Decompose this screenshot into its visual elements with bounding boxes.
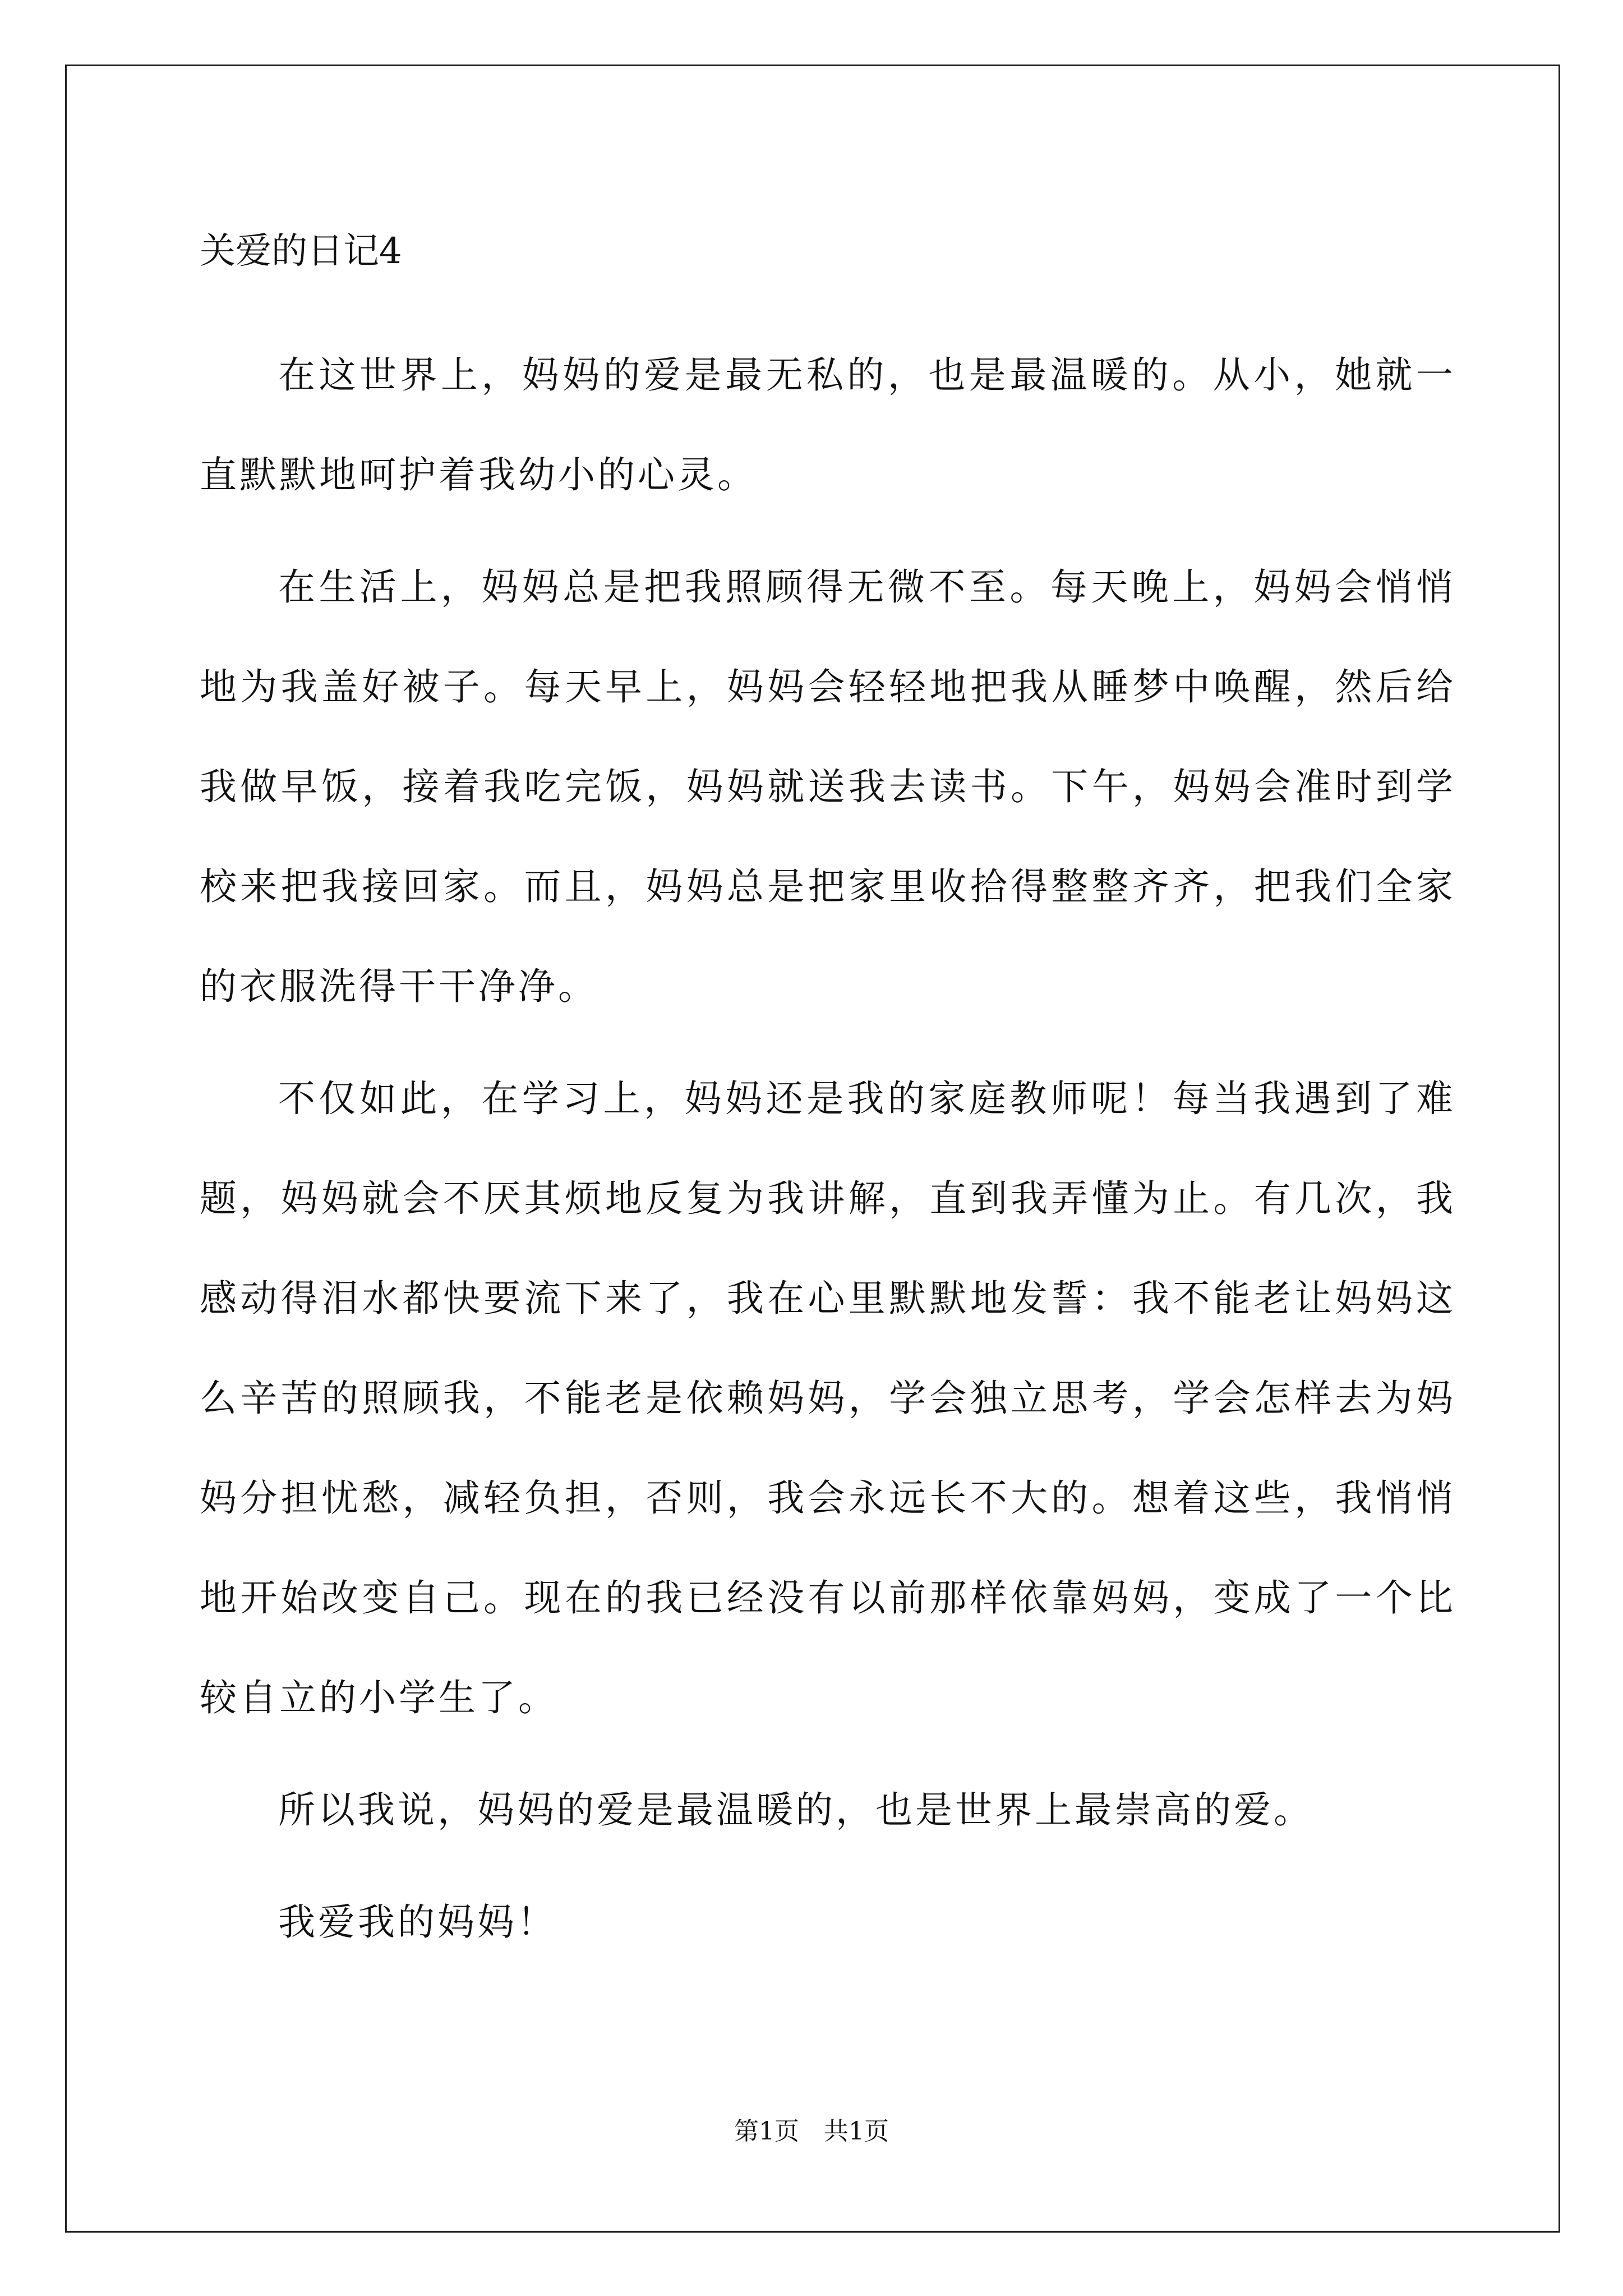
document-title: 关爱的日记4 xyxy=(200,231,402,272)
paragraph-1: 在这世界上，妈妈的爱是最无私的，也是最温暖的。从小，她就一直默默地呵护着我幼小的心灵。 xyxy=(200,353,1456,496)
paragraph-5: 我爱我的妈妈！ xyxy=(278,1901,557,1944)
paragraph-2: 在生活上，妈妈总是把我照顾得无微不至。每天晚上，妈妈会悄悄地为我盖好被子。每天早上，妈妈会轻轻地把我从睡梦中唤醒，然后给我做早饭，接着我吃完饭，妈妈就送我去读书。下午，妈妈会准时到学校来把我接回家。而且，妈妈总是把家里收拾得整整齐齐，把我们全家的衣服洗得干干净净。 xyxy=(200,565,1456,1008)
paragraph-3: 不仅如此，在学习上，妈妈还是我的家庭教师呢！每当我遇到了难题，妈妈就会不厌其烦地反复为我讲解，直到我弄懂为止。有几次，我感动得泪水都快要流下来了，我在心里默默地发誓：我不能老让妈妈这么辛苦的照顾我，不能老是依赖妈妈，学会独立思考，学会怎样去为妈妈分担忧愁，减轻负担，否则，我会永远长不大的。想着这些，我悄悄地开始改变自己。现在的我已经没有以前那样依靠妈妈，变成了一个比较自立的小学生了。 xyxy=(200,1077,1456,1719)
page-number-footer: 第1页 共1页 xyxy=(734,2117,889,2146)
paragraph-4: 所以我说，妈妈的爱是最温暖的，也是世界上最崇高的爱。 xyxy=(278,1788,1313,1832)
document-body xyxy=(200,325,1456,1985)
